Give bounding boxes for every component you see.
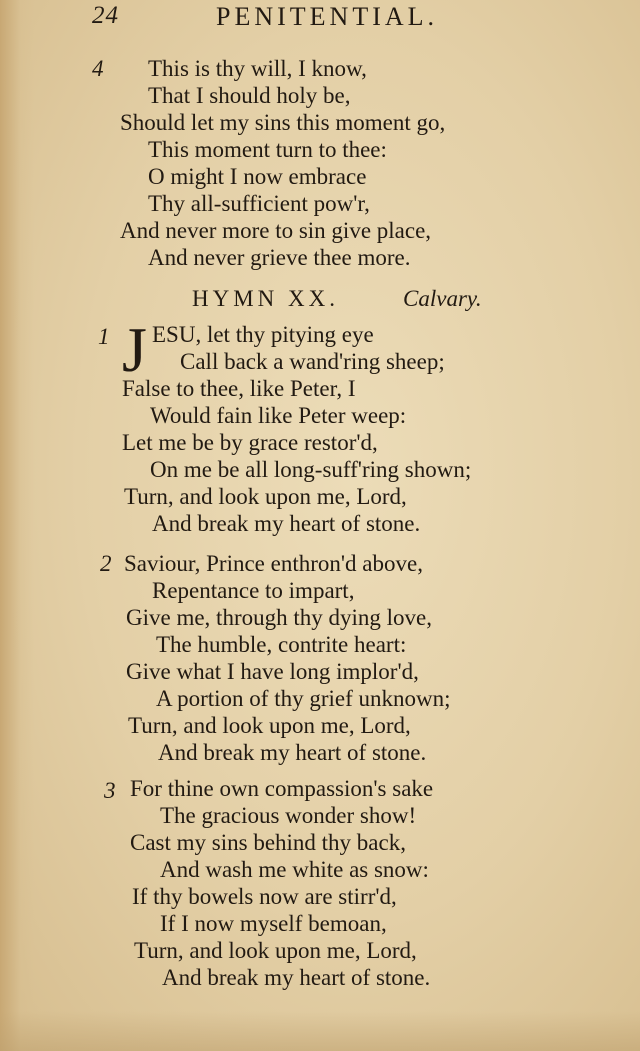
verse-line: The gracious wonder show! — [160, 803, 417, 828]
verse-line: That I should holy be, — [148, 83, 351, 108]
page-gutter-shadow — [0, 0, 34, 1051]
verse-line: And break my heart of stone. — [158, 740, 427, 765]
verse-line: If thy bowels now are stirr'd, — [132, 884, 397, 909]
verse-line: And never more to sin give place, — [120, 218, 432, 243]
stanza-number: 2 — [100, 551, 112, 576]
verse-line: Turn, and look upon me, Lord, — [134, 938, 417, 963]
verse-line: Would fain like Peter weep: — [150, 403, 407, 428]
verse-line: Thy all-sufficient pow'r, — [148, 191, 370, 216]
verse-line: A portion of thy grief unknown; — [156, 686, 451, 711]
hymn-title: HYMN XX. — [192, 286, 339, 311]
verse-line: The humble, contrite heart: — [156, 632, 407, 657]
drop-cap: J — [122, 314, 147, 385]
page-bottom-shadow — [0, 1011, 640, 1051]
verse-line: Give what I have long implor'd, — [126, 659, 419, 684]
verse-line: This is thy will, I know, — [148, 56, 367, 81]
verse-line: O might I now embrace — [148, 164, 367, 189]
verse-line: And break my heart of stone. — [152, 511, 421, 536]
verse-line: Saviour, Prince enthron'd above, — [124, 551, 423, 576]
stanza-number: 3 — [104, 778, 116, 803]
verse-line: Call back a wand'ring sheep; — [180, 349, 445, 374]
verse-line: Cast my sins behind thy back, — [130, 830, 406, 855]
verse-line: Turn, and look upon me, Lord, — [124, 484, 407, 509]
stanza-number: 1 — [98, 324, 110, 349]
verse-line: Repentance to impart, — [152, 578, 355, 603]
running-head: PENITENTIAL. — [216, 2, 439, 31]
verse-line: And wash me white as snow: — [160, 857, 429, 882]
verse-line: And break my heart of stone. — [162, 965, 431, 990]
verse-line: On me be all long-suff'ring shown; — [150, 457, 472, 482]
verse-line: False to thee, like Peter, I — [122, 376, 356, 401]
stanza-number: 4 — [92, 56, 104, 81]
verse-line: Give me, through thy dying love, — [126, 605, 432, 630]
verse-line: This moment turn to thee: — [148, 137, 387, 162]
hymn-tune: Calvary. — [403, 286, 482, 311]
verse-line: If I now myself bemoan, — [160, 911, 387, 936]
verse-line: Let me be by grace restor'd, — [122, 430, 378, 455]
verse-line: And never grieve thee more. — [148, 245, 411, 270]
verse-line: Should let my sins this moment go, — [120, 110, 446, 135]
verse-line: ESU, let thy pitying eye — [152, 322, 374, 347]
verse-line: Turn, and look upon me, Lord, — [128, 713, 411, 738]
page-number: 24 — [92, 2, 119, 29]
verse-line: For thine own compassion's sake — [130, 776, 434, 801]
